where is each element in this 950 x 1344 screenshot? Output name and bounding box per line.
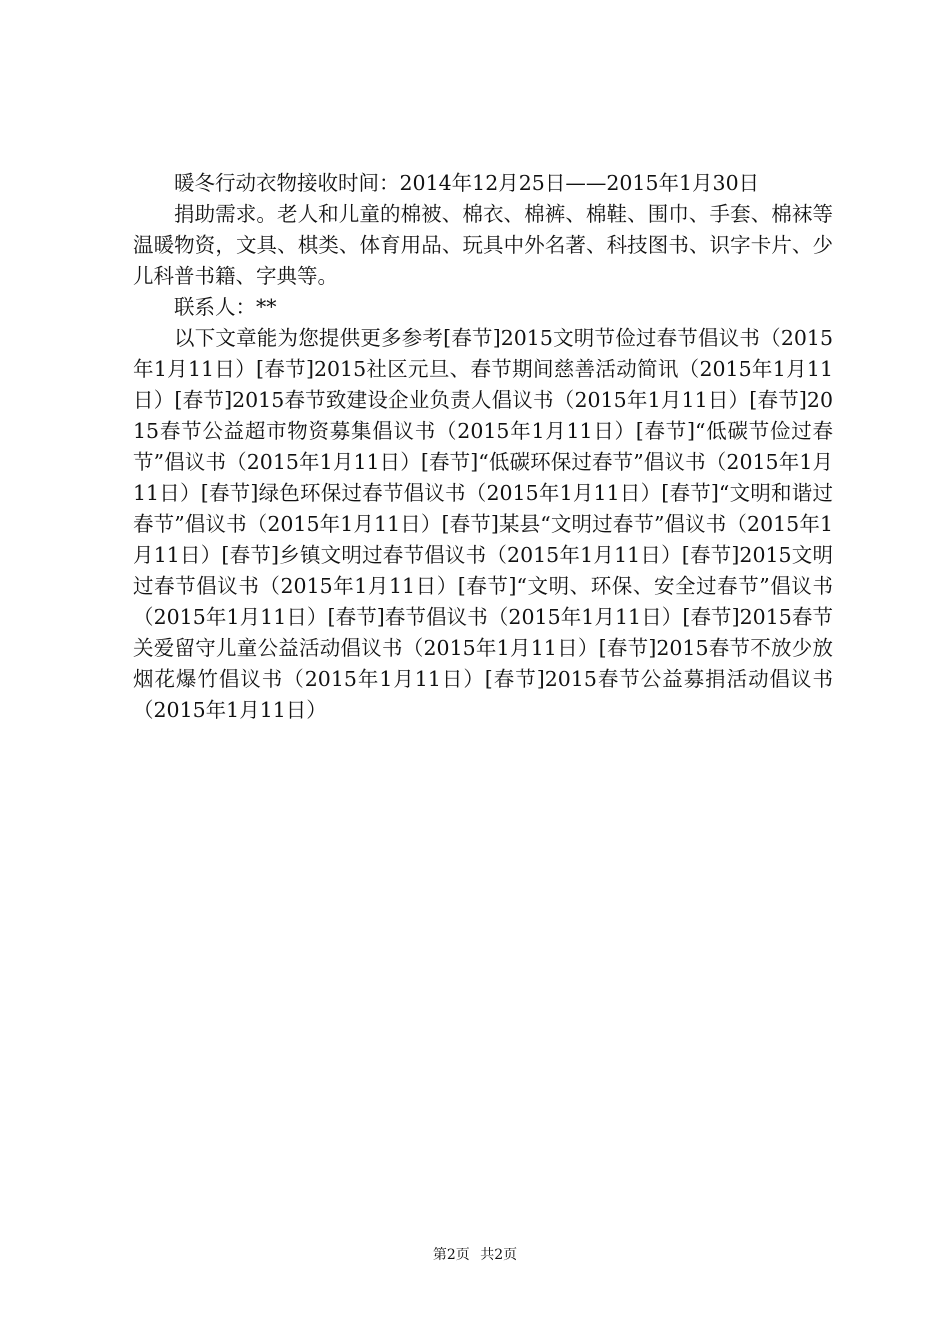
paragraph-receiving-time: 暖冬行动衣物接收时间：2014年12月25日——2015年1月30日 (174, 171, 760, 195)
paragraph-contact: 联系人：** (174, 295, 277, 319)
paragraph-donation-needs: 捐助需求。老人和儿童的棉被、棉衣、棉裤、棉鞋、围巾、手套、棉袜等温暖物资，文具、棋类、体育用品、玩具中外名著、科技图书、识字卡片、少儿科普书籍、字典等。 (133, 202, 833, 288)
page-number: 第2页 (432, 1247, 470, 1263)
document-body (133, 168, 833, 726)
paragraph-references: 以下文章能为您提供更多参考[春节]2015文明节俭过春节倡议书（2015年1月11日）[春节]2015社区元旦、春节期间慈善活动简讯（2015年1月11日）[春节]2015春节致建设企业负责人倡议书（2015年1月11日）[春节]2015春节公益超市物资募集倡议书（2015年1月11日）[春节]“低碳节俭过春节”倡议书（2015年1月11日）[春节]“低碳环保过春节”倡议书（2015年1月11日）[春节]绿色环保过春节倡议书（2015年1月11日）[春节]“文明和谐过春节”倡议书（2015年1月11日）[春节]某县“文明过春节”倡议书（2015年1月11日）[春节]乡镇文明过春节倡议书（2015年1月11日）[春节]2015文明过春节倡议书（2015年1月11日）[春节]“文明、环保、安全过春节”倡议书（2015年1月11日）[春节]春节倡议书（2015年1月11日）[春节]2015春节关爱留守儿童公益活动倡议书（2015年1月11日）[春节]2015春节不放少放烟花爆竹倡议书（2015年1月11日）[春节]2015春节公益募捐活动倡议书（2015年1月11日） (133, 326, 833, 722)
page-footer (0, 1244, 950, 1264)
page-total: 共2页 (480, 1247, 518, 1263)
